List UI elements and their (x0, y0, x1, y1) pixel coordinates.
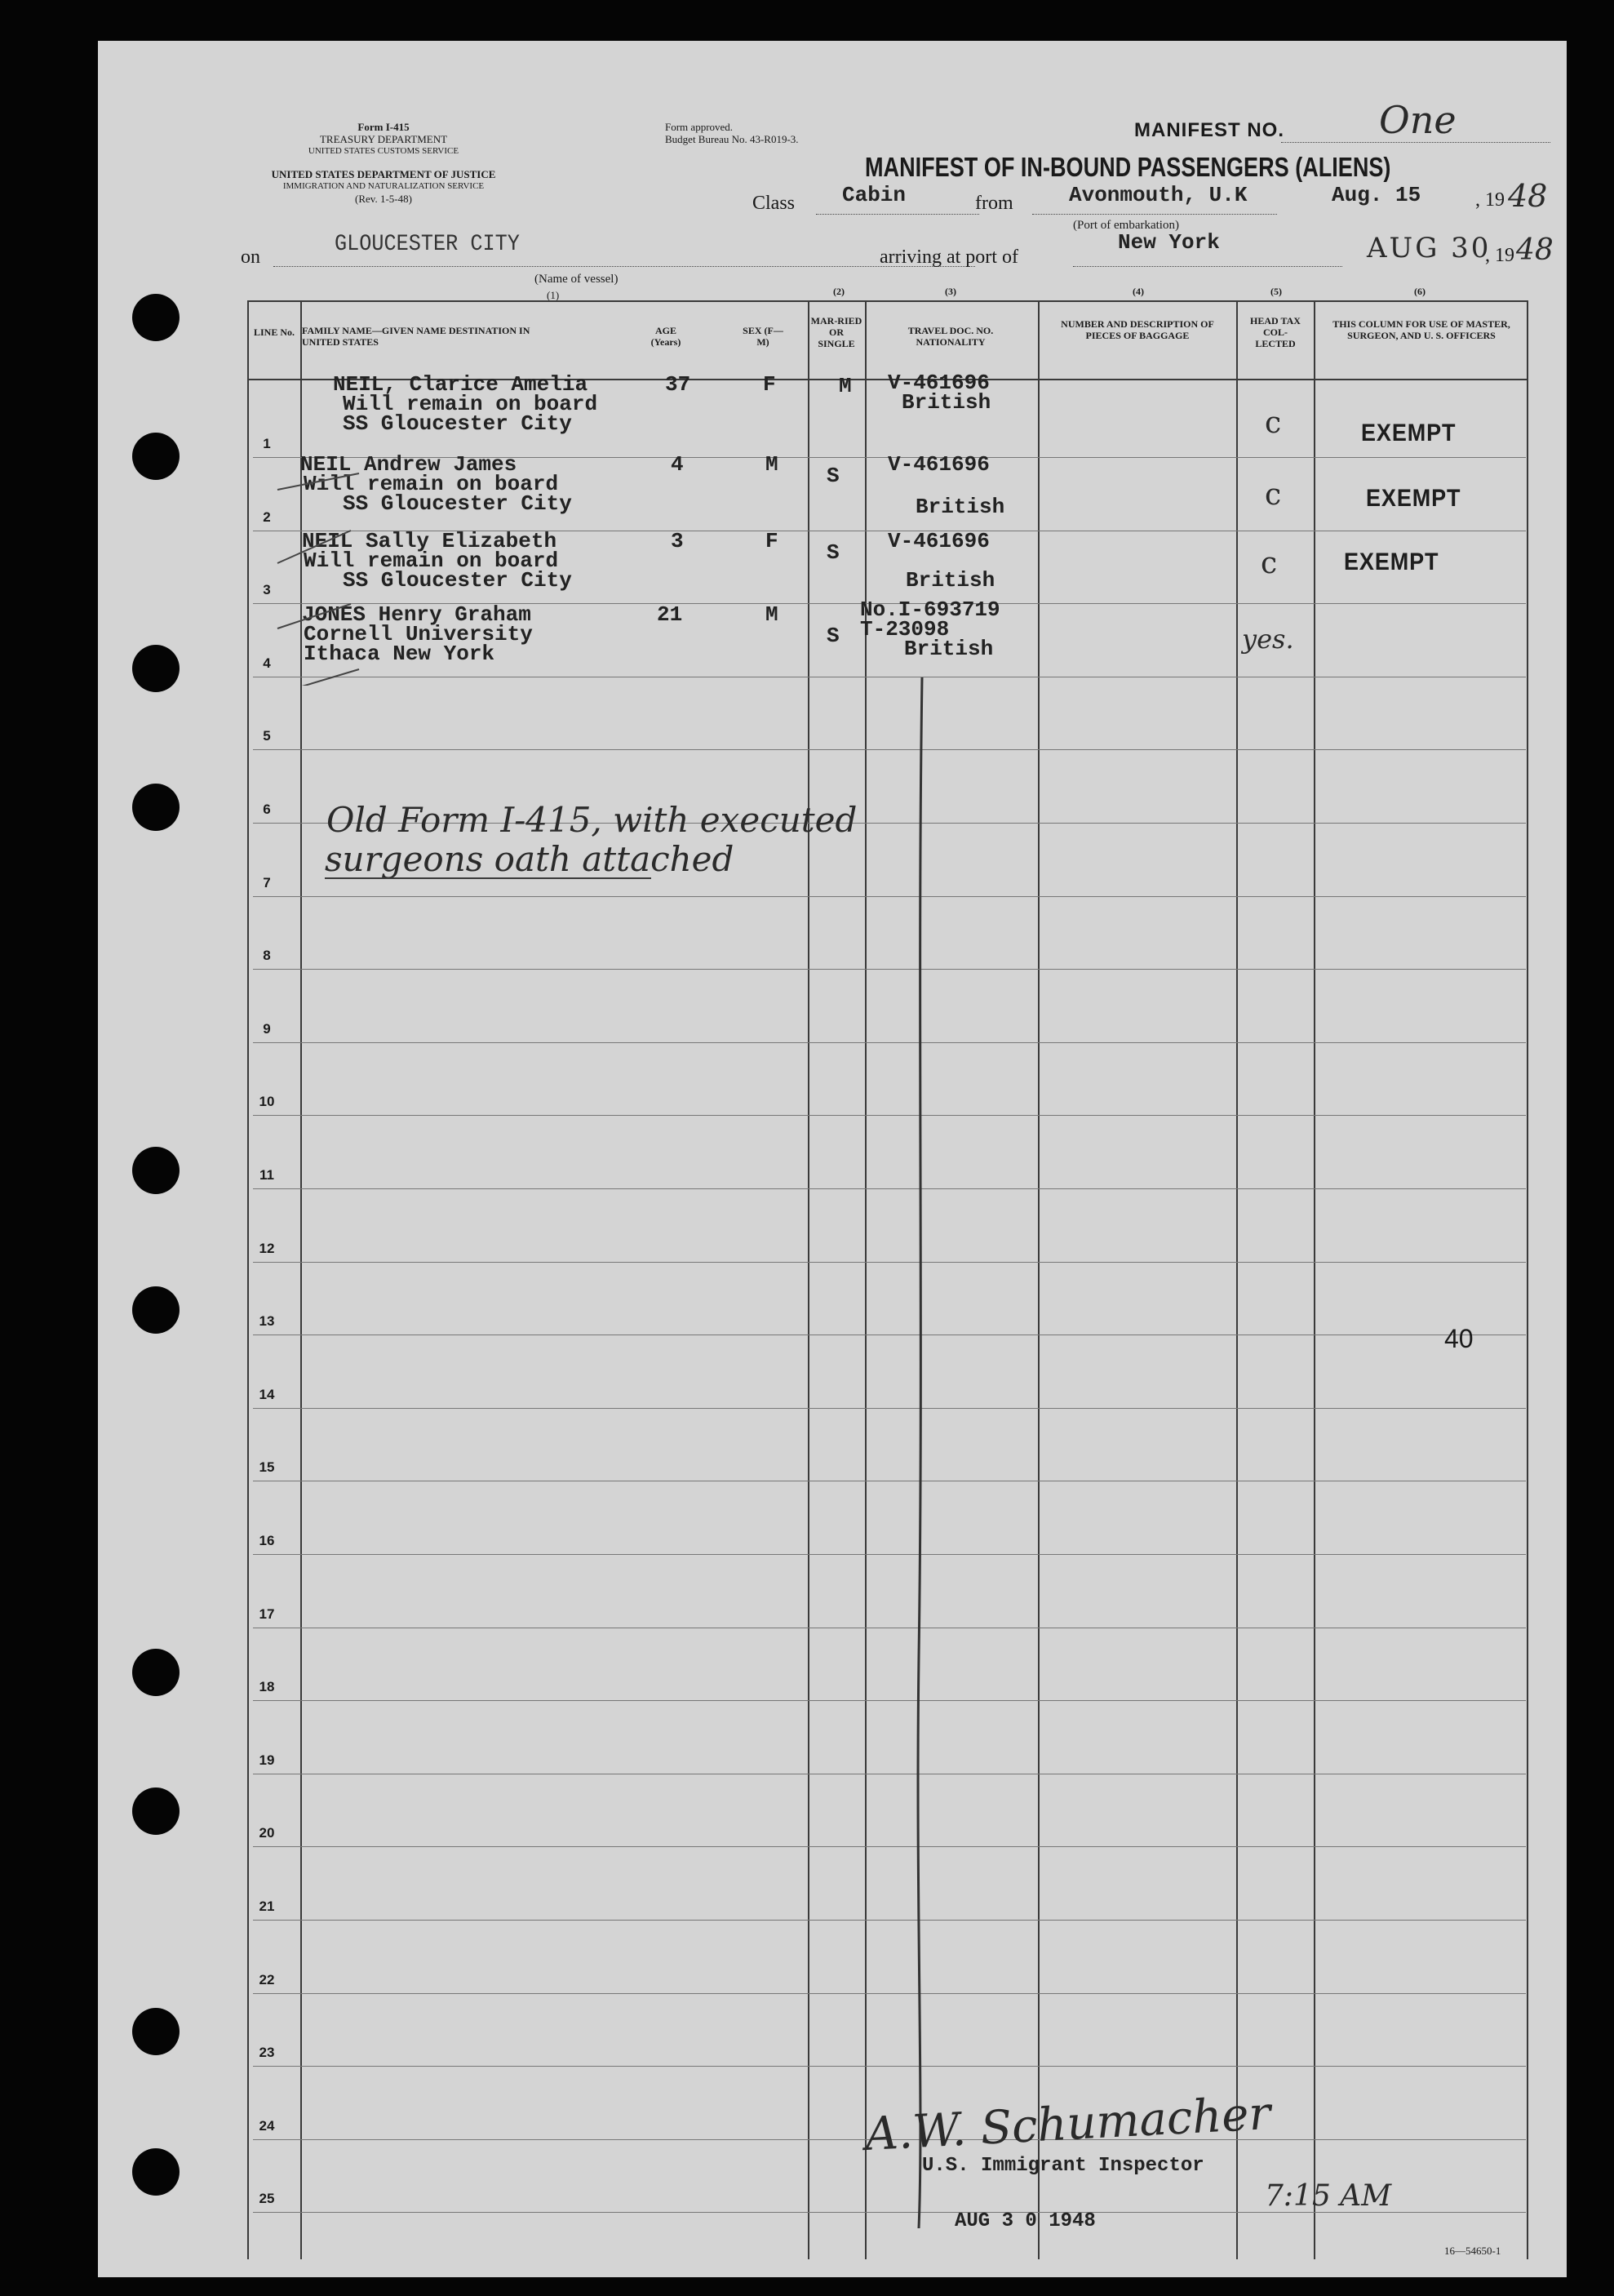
inspection-date-stamp: AUG 3 0 1948 (955, 2210, 1096, 2232)
line-number: 5 (263, 728, 271, 744)
line-number: 20 (259, 1825, 275, 1841)
passenger-3-marital: S (827, 540, 840, 565)
binder-hole (132, 433, 180, 480)
col-divider-baggage (1038, 300, 1040, 2259)
manifest-table (98, 41, 1567, 2277)
line-number: 8 (263, 948, 271, 964)
form-approved: Form approved. (665, 121, 734, 133)
form-revision: (Rev. 1-5-48) (355, 193, 412, 205)
passenger-1-exempt-stamp: EXEMPT (1361, 420, 1457, 446)
passenger-2-doc: V-461696 (888, 452, 990, 477)
class-label: Class (752, 193, 796, 214)
table-row-line (253, 969, 1526, 970)
arriving-label: arriving at port of (880, 246, 1018, 268)
passenger-1-marital: M (839, 374, 852, 398)
header-line-no: LINE No. (253, 326, 295, 338)
passenger-1-sex: F (763, 372, 776, 397)
binder-hole (132, 2148, 180, 2196)
passenger-2-sex: M (765, 452, 778, 477)
arrival-port: New York (1118, 230, 1220, 255)
passenger-4-tax: yes. (1242, 624, 1294, 655)
line-bracket-ticks (261, 424, 424, 686)
table-top-border (247, 300, 1528, 302)
line-number: 15 (259, 1459, 275, 1476)
on-label: on (241, 246, 260, 268)
passenger-1-tax: c (1265, 406, 1282, 440)
line-number: 12 (259, 1240, 275, 1256)
passenger-1-doc: V-461696 (888, 371, 990, 395)
binder-hole (132, 294, 180, 341)
inspection-time: 7:15 AM (1265, 2179, 1392, 2213)
passenger-1-nationality: British (902, 390, 991, 415)
table-row-line (253, 2066, 1526, 2067)
pen-line (906, 677, 938, 2228)
header-tax: HEAD TAX COL-LECTED (1250, 315, 1301, 349)
passenger-1-age: 37 (665, 372, 691, 397)
table-left-border (247, 300, 249, 2259)
embark-date: Aug. 15 (1332, 183, 1421, 207)
passenger-4-sex: M (765, 602, 778, 627)
header-officers: THIS COLUMN FOR USE OF MASTER, SURGEON, AND U. S. OFFICERS (1332, 318, 1510, 341)
passenger-3-age: 3 (671, 529, 684, 553)
passenger-4-doc2: T-23098 (860, 617, 950, 642)
binder-hole (132, 1788, 180, 1835)
col-divider-travel (865, 300, 867, 2259)
passenger-3-dest1: Will remain on board (304, 548, 559, 573)
form-number: Form I-415 (357, 121, 410, 133)
treasury-department: TREASURY DEPARTMENT (319, 133, 448, 145)
note-line-2: surgeons oath attached (325, 839, 734, 879)
binder-hole (132, 1286, 180, 1334)
header-sex: SEX (F—M) (743, 325, 783, 348)
arrival-year-prefix: , 19 (1485, 245, 1514, 266)
line-number: 21 (259, 1899, 275, 1914)
manifest-page (98, 41, 1567, 2277)
manifest-no-value: One (1379, 98, 1457, 142)
note-underline (325, 877, 651, 879)
inspector-signature: A.W. Schumacher (863, 2087, 1272, 2161)
line-number: 25 (259, 2191, 275, 2207)
header-marital: MAR-RIED OR SINGLE (810, 315, 862, 349)
table-row-line (253, 1188, 1526, 1189)
line-number: 19 (259, 1752, 275, 1768)
immigration-service: IMMIGRATION AND NATURALIZATION SERVICE (282, 181, 485, 191)
customs-service: UNITED STATES CUSTOMS SERVICE (308, 146, 459, 156)
arrival-date: AUG 30 (1367, 232, 1492, 264)
header-travel: TRAVEL DOC. NO. NATIONALITY (907, 325, 994, 348)
passenger-1-name: NEIL, Clarice Amelia (333, 372, 588, 397)
table-row-line (253, 1920, 1526, 1921)
passenger-3-doc: V-461696 (888, 529, 990, 553)
col-divider-officers (1314, 300, 1315, 2259)
arrival-year: 48 (1516, 233, 1554, 267)
header-officers-number: (6) (1414, 286, 1426, 297)
line-number: 6 (263, 802, 271, 817)
passenger-2-dest2: SS Gloucester City (343, 491, 572, 516)
line-number: 2 (263, 508, 271, 525)
table-row-line (253, 896, 1526, 897)
manifest-no-label: MANIFEST NO. (1134, 119, 1284, 141)
binder-hole (132, 2008, 180, 2055)
header-name: FAMILY NAME—GIVEN NAME DESTINATION IN UNITED STATES (302, 325, 530, 348)
binder-hole (132, 1147, 180, 1194)
manifest-title: MANIFEST OF IN-BOUND PASSENGERS (ALIENS) (865, 152, 1391, 182)
passenger-4-dest2: Ithaca New York (304, 642, 495, 666)
header-age: AGE (Years) (650, 325, 681, 348)
table-row-line (253, 1408, 1526, 1409)
line-number: 10 (259, 1094, 275, 1110)
passenger-2-age: 4 (671, 452, 684, 477)
line-number: 11 (259, 1167, 274, 1183)
passenger-3-exempt-stamp: EXEMPT (1344, 548, 1439, 575)
vessel-caption: (Name of vessel) (534, 273, 619, 286)
line-number: 23 (259, 2045, 275, 2061)
header-travel-number: (3) (945, 286, 956, 297)
from-label: from (975, 193, 1013, 214)
port-embarkation-caption: (Port of embarkation) (1073, 219, 1179, 232)
table-row-line (253, 749, 1526, 750)
line-number: 1 (263, 436, 271, 451)
vessel-col-number: (1) (547, 289, 560, 301)
passenger-1-dest1: Will remain on board (343, 392, 598, 416)
col-divider-marital (808, 300, 809, 2259)
passenger-3-name: NEIL Sally Elizabeth (302, 529, 557, 553)
passenger-2-dest1: Will remain on board (304, 472, 559, 496)
header-baggage-number: (4) (1133, 286, 1144, 297)
line-number: 4 (263, 655, 271, 671)
line-number: 14 (259, 1386, 275, 1402)
note-line-1: Old Form I-415, with executed (326, 800, 858, 840)
line-number: 7 (263, 874, 271, 890)
header-marital-number: (2) (833, 286, 845, 297)
inspector-title: U.S. Immigrant Inspector (922, 2155, 1204, 2177)
table-row-line (253, 1700, 1526, 1701)
table-row-line (253, 1262, 1526, 1263)
table-row-line (253, 1115, 1526, 1116)
passenger-2-name: NEIL Andrew James (300, 452, 517, 477)
passenger-2-nationality: British (916, 495, 1005, 519)
side-number: 40 (1444, 1324, 1474, 1353)
table-row-line (253, 1042, 1526, 1043)
passenger-2-exempt-stamp: EXEMPT (1366, 485, 1461, 512)
footer-code: 16—54650-1 (1444, 2245, 1501, 2257)
passenger-3-tax: c (1261, 547, 1278, 580)
embark-year-prefix: , 19 (1475, 189, 1505, 211)
budget-bureau: Budget Bureau No. 43-R019-3. (665, 133, 799, 145)
line-number: 18 (259, 1679, 275, 1695)
from-value: Avonmouth, U.K (1069, 183, 1248, 207)
vessel-value: GLOUCESTER CITY (335, 232, 520, 257)
passenger-4-age: 21 (657, 602, 683, 627)
binder-hole (132, 645, 180, 692)
col-divider-tax (1236, 300, 1238, 2259)
line-number: 17 (259, 1605, 275, 1622)
line-number: 24 (259, 2117, 275, 2134)
passenger-4-marital: S (827, 624, 840, 648)
passenger-3-sex: F (765, 529, 778, 553)
class-value: Cabin (842, 183, 907, 207)
table-row-line (253, 1993, 1526, 1994)
passenger-4-name: JONES Henry Graham (302, 602, 531, 627)
embark-year: 48 (1508, 178, 1548, 214)
passenger-4-dest1: Cornell University (304, 622, 533, 646)
line-number: 3 (263, 582, 271, 598)
line-number: 9 (263, 1020, 271, 1037)
table-row-line (253, 1554, 1526, 1555)
line-number: 16 (259, 1533, 275, 1548)
table-row-line (253, 1846, 1526, 1847)
passenger-4-doc: No.I-693719 (860, 597, 1000, 622)
passenger-3-nationality: British (906, 568, 995, 593)
passenger-4-nationality: British (904, 637, 994, 661)
justice-department: UNITED STATES DEPARTMENT OF JUSTICE (271, 168, 496, 180)
binder-hole (132, 784, 180, 831)
table-right-border (1527, 300, 1528, 2259)
line-number: 22 (259, 1971, 275, 1987)
passenger-3-dest2: SS Gloucester City (343, 568, 572, 593)
passenger-1-dest2: SS Gloucester City (343, 411, 572, 436)
header-baggage: NUMBER AND DESCRIPTION OF PIECES OF BAGGAGE (1061, 318, 1214, 341)
binder-hole (132, 1649, 180, 1696)
header-tax-number: (5) (1270, 286, 1282, 297)
line-number: 13 (259, 1313, 275, 1330)
passenger-2-tax: c (1265, 478, 1282, 512)
passenger-2-marital: S (827, 464, 840, 488)
